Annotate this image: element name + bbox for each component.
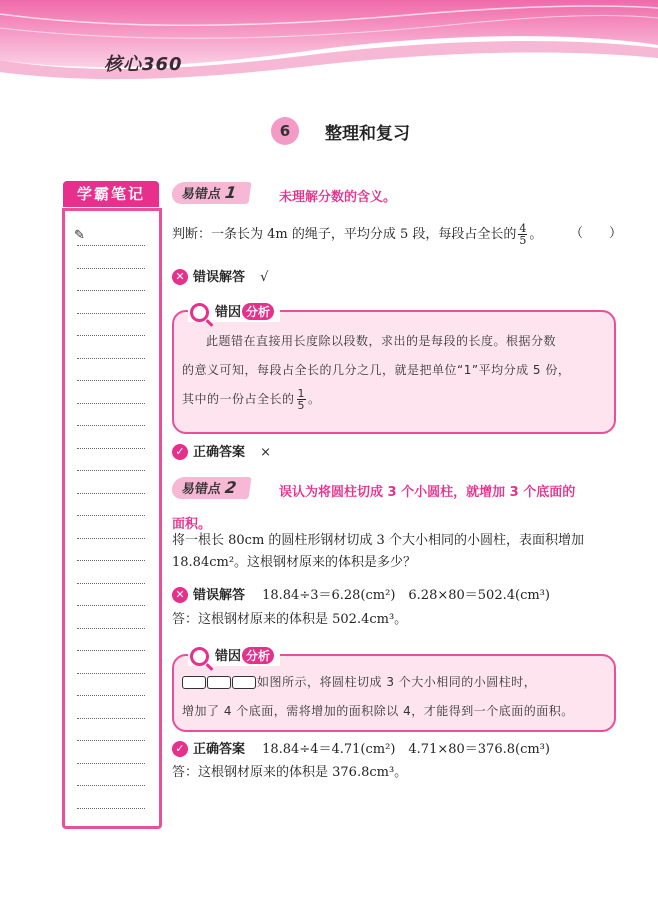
note-line xyxy=(77,493,145,494)
note-line xyxy=(77,290,145,291)
note-line xyxy=(77,245,145,246)
header-banner xyxy=(0,0,658,95)
note-line xyxy=(77,515,145,516)
note-line xyxy=(77,425,145,426)
wrong-icon: ✕ xyxy=(172,269,188,285)
note-line xyxy=(77,560,145,561)
question-text: 判断：一条长为 4m 的绳子，平均分成 5 段，每段占全长的 xyxy=(172,227,517,242)
wrong-icon: ✕ xyxy=(172,587,188,603)
sidebar-title: 学霸笔记 xyxy=(63,181,159,207)
note-line xyxy=(77,583,145,584)
question-fraction: $\frac{4}{5}$ xyxy=(519,222,527,247)
wrong-answer-row-2 xyxy=(172,584,550,607)
note-line xyxy=(77,380,145,381)
note-line xyxy=(77,763,145,764)
wrong-label: 错误解答 xyxy=(193,588,246,603)
brand-logo: 核心360 xyxy=(104,54,183,75)
note-line xyxy=(77,335,145,336)
answer-blank: （ ） xyxy=(569,226,622,241)
wrong-answer-2: 答：这根钢材原来的体积是 502.4cm³。 xyxy=(172,612,408,627)
note-line xyxy=(77,718,145,719)
note-line xyxy=(77,470,145,471)
correct-work: 18.84÷4＝4.71(cm²) 4.71×80＝376.8(cm³) xyxy=(262,742,550,757)
note-line xyxy=(77,448,145,449)
error-point-tag-1 xyxy=(170,182,251,204)
check-icon: ✓ xyxy=(172,741,188,757)
tag-label: 易错点 xyxy=(180,482,222,497)
note-line xyxy=(77,313,145,314)
cylinder-piece-icon xyxy=(207,676,231,689)
chapter-number-badge: 6 xyxy=(271,117,299,145)
wrong-work: 18.84÷3＝6.28(cm²) 6.28×80＝502.4(cm³) xyxy=(262,588,550,603)
point1-question xyxy=(172,223,622,246)
note-line xyxy=(77,695,145,696)
notes-panel xyxy=(62,208,162,829)
correct-label: 正确答案 xyxy=(193,445,246,460)
note-line xyxy=(77,740,145,741)
error-point-tag-2 xyxy=(170,477,251,499)
note-line xyxy=(77,808,145,809)
point2-title-line1: 误认为将圆柱切成 3 个小圆柱，就增加 3 个底面的 xyxy=(279,485,576,500)
pencil-icon: ✎ xyxy=(74,228,85,243)
tag-label: 易错点 xyxy=(180,187,222,202)
note-line xyxy=(77,358,145,359)
analysis-text-1: 此题错在直接用长度除以段数，求出的是每段的长度。根据分数 的意义可知，每段占全长的几分之几，就是把单位“1”平均分成 5 份， 其中的一份占全长的 $\frac{1}{5}$ 。 xyxy=(182,334,571,412)
correct-answer-row-2 xyxy=(172,738,550,761)
question-end: 。 xyxy=(529,227,543,242)
point2-title-line2: 面积。 xyxy=(172,517,212,532)
correct-label: 正确答案 xyxy=(193,742,246,757)
magnifier-icon xyxy=(190,303,209,322)
wrong-answer-row-1 xyxy=(172,266,268,289)
check-icon: ✓ xyxy=(172,444,188,460)
note-line xyxy=(77,628,145,629)
point2-question: 将一根长 80cm 的圆柱形钢材切成 3 个大小相同的小圆柱，表面积增加 18.84cm²。这根钢材原来的体积是多少？ xyxy=(172,533,584,570)
note-line xyxy=(77,403,145,404)
analysis-head-2: 错因 分析 xyxy=(188,645,280,666)
tag-number: 1 xyxy=(223,183,238,202)
correct-answer: × xyxy=(260,445,272,460)
point1-title: 未理解分数的含义。 xyxy=(279,190,397,205)
correct-answer-2: 答：这根钢材原来的体积是 376.8cm³。 xyxy=(172,765,408,780)
tag-number: 2 xyxy=(223,478,238,497)
note-line xyxy=(77,605,145,606)
note-line xyxy=(77,673,145,674)
magnifier-icon xyxy=(190,647,209,666)
analysis-head-1: 错因 分析 xyxy=(188,301,280,322)
cylinder-piece-icon xyxy=(182,676,206,689)
analysis-text-2: 如图所示，将圆柱切成 3 个大小相同的小圆柱时， 增加了 4 个底面，需将增加的面积除以 4，才能得到一个底面的面积。 xyxy=(182,675,574,718)
chapter-title: 整理和复习 xyxy=(325,124,410,144)
note-line xyxy=(77,650,145,651)
cylinder-piece-icon xyxy=(232,676,256,689)
note-line xyxy=(77,268,145,269)
wrong-label: 错误解答 xyxy=(193,270,246,285)
correct-answer-row-1 xyxy=(172,441,271,464)
note-line xyxy=(77,785,145,786)
wrong-answer: √ xyxy=(260,270,269,285)
note-line xyxy=(77,538,145,539)
